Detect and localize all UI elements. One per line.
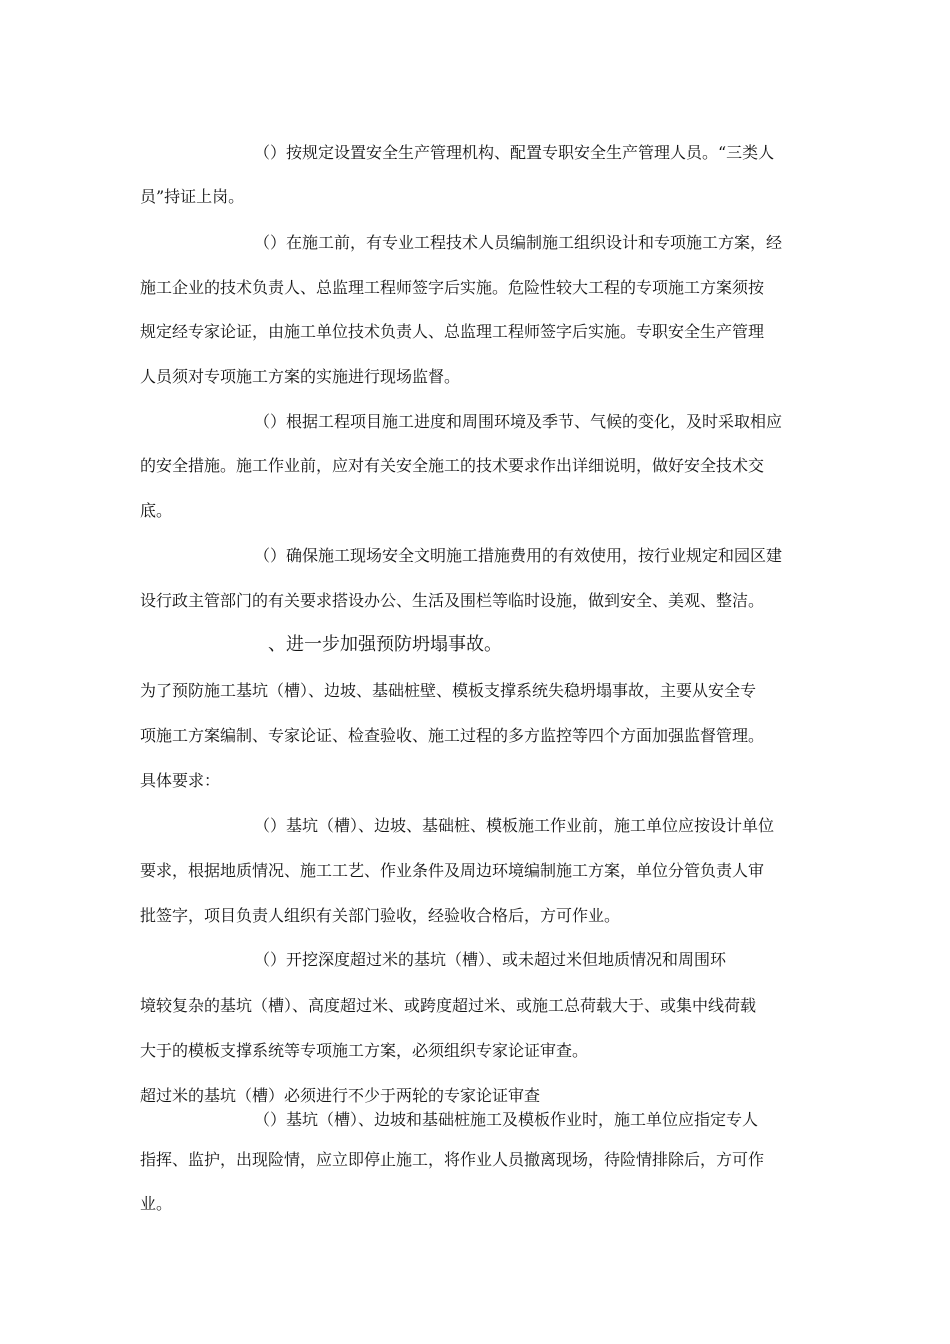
paragraph-line: 为了预防施工基坑（槽）、边坡、基础桩壁、模板支撑系统失稳坍塌事故，主要从安全专 [140,681,757,700]
paragraph-line: （）开挖深度超过米的基坑（槽）、或未超过米但地质情况和周围环 [254,950,727,969]
paragraph-line: 业。 [140,1194,173,1213]
paragraph-line: 的安全措施。施工作业前，应对有关安全施工的技术要求作出详细说明，做好安全技术交 [140,456,765,475]
paragraph-line: 具体要求： [140,771,221,790]
paragraph-line: 规定经专家论证，由施工单位技术负责人、总监理工程师签字后实施。专职安全生产管理 [140,322,765,341]
paragraph-line: （）按规定设置安全生产管理机构、配置专职安全生产管理人员。“三类人 [254,143,775,162]
paragraph-line: 境较复杂的基坑（槽）、高度超过米、或跨度超过米、或施工总荷载大于、或集中线荷载 [140,996,757,1015]
paragraph-line: 项施工方案编制、专家论证、检查验收、施工过程的多方监控等四个方面加强监督管理。 [140,726,765,745]
paragraph-line: 指挥、监护，出现险情，应立即停止施工，将作业人员撤离现场，待险情排除后，方可作 [140,1150,765,1169]
paragraph-line: 超过米的基坑（槽）必须进行不少于两轮的专家论证审查 [140,1086,541,1105]
paragraph-line: 人员须对专项施工方案的实施进行现场监督。 [140,367,461,386]
paragraph-line: （）根据工程项目施工进度和周围环境及季节、气候的变化，及时采取相应 [254,412,783,431]
paragraph-line: 要求，根据地质情况、施工工艺、作业条件及周边环境编制施工方案，单位分管负责人审 [140,861,765,880]
paragraph-line: 批签字，项目负责人组织有关部门验收，经验收合格后，方可作业。 [140,906,621,925]
section-heading: 、进一步加强预防坍塌事故。 [268,634,502,655]
paragraph-line: 施工企业的技术负责人、总监理工程师签字后实施。危险性较大工程的专项施工方案须按 [140,278,765,297]
paragraph-line: 员”持证上岗。 [140,187,245,206]
paragraph-line: （）基坑（槽）、边坡、基础桩、模板施工作业前，施工单位应按设计单位 [254,816,775,835]
paragraph-line: （）在施工前，有专业工程技术人员编制施工组织设计和专项施工方案，经 [254,233,783,252]
paragraph-line: 设行政主管部门的有关要求搭设办公、生活及围栏等临时设施，做到安全、美观、整洁。 [140,591,765,610]
paragraph-line: 底。 [140,501,173,520]
paragraph-line: （）确保施工现场安全文明施工措施费用的有效使用，按行业规定和园区建 [254,546,783,565]
paragraph-line: 大于的模板支撑系统等专项施工方案，必须组织专家论证审查。 [140,1041,589,1060]
paragraph-line: （）基坑（槽）、边坡和基础桩施工及模板作业时，施工单位应指定专人 [254,1110,759,1129]
